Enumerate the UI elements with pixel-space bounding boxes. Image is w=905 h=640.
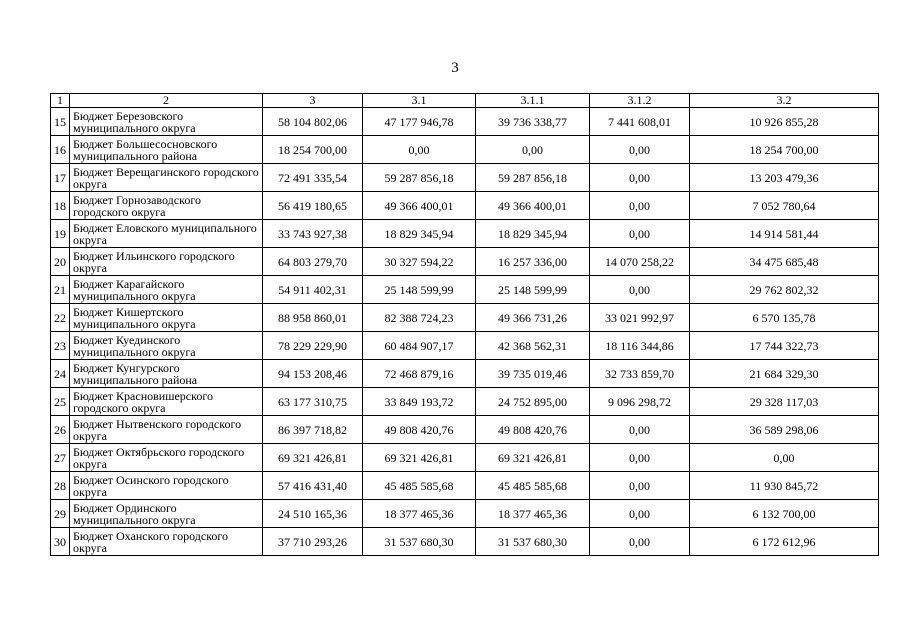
cell-col-3-1-1: 18 377 465,36 [476,500,590,528]
cell-col-3-1-2: 0,00 [590,276,690,304]
cell-col-3-1: 25 148 599,99 [363,276,476,304]
table-row [51,304,879,332]
cell-col-3-1: 69 321 426,81 [363,444,476,472]
row-index: 25 [51,388,70,416]
cell-col-3-1-2: 0,00 [590,500,690,528]
cell-col-3-2: 17 744 322,73 [690,332,879,360]
cell-col-3-2: 21 684 329,30 [690,360,879,388]
cell-col-3: 54 911 402,31 [263,276,363,304]
cell-col-3-1: 30 327 594,22 [363,248,476,276]
row-index: 29 [51,500,70,528]
budget-name: Бюджет Оханского городского округа [70,528,263,556]
cell-col-3-2: 14 914 581,44 [690,220,879,248]
column-header: 2 [70,94,263,108]
table-row [51,220,879,248]
budget-name: Бюджет Ординского муниципального округа [70,500,263,528]
cell-col-3-2: 36 589 298,06 [690,416,879,444]
cell-col-3: 64 803 279,70 [263,248,363,276]
cell-col-3-1-1: 31 537 680,30 [476,528,590,556]
column-header: 3.1.1 [476,94,590,108]
budget-name: Бюджет Большесосновского муниципального района [70,136,263,164]
cell-col-3-1-2: 0,00 [590,164,690,192]
row-index: 27 [51,444,70,472]
cell-col-3: 37 710 293,26 [263,528,363,556]
budget-name: Бюджет Горнозаводского городского округа [70,192,263,220]
cell-col-3: 86 397 718,82 [263,416,363,444]
row-index: 23 [51,332,70,360]
table-row [51,444,879,472]
budget-name: Бюджет Октябрьского городского округа [70,444,263,472]
cell-col-3-1-2: 14 070 258,22 [590,248,690,276]
table-row [51,276,879,304]
cell-col-3-1-1: 0,00 [476,136,590,164]
cell-col-3-2: 13 203 479,36 [690,164,879,192]
row-index: 26 [51,416,70,444]
row-index: 17 [51,164,70,192]
cell-col-3-1: 0,00 [363,136,476,164]
column-header: 3.2 [690,94,879,108]
cell-col-3-1-1: 24 752 895,00 [476,388,590,416]
cell-col-3-1-1: 49 366 731,26 [476,304,590,332]
budget-name: Бюджет Карагайского муниципального округа [70,276,263,304]
cell-col-3-1-2: 0,00 [590,220,690,248]
table-row [51,108,879,136]
cell-col-3-1: 82 388 724,23 [363,304,476,332]
header-row [51,94,879,108]
cell-col-3-2: 29 762 802,32 [690,276,879,304]
cell-col-3-1: 47 177 946,78 [363,108,476,136]
budget-name: Бюджет Еловского муниципального округа [70,220,263,248]
cell-col-3-1-1: 39 736 338,77 [476,108,590,136]
budget-name: Бюджет Куединского муниципального округа [70,332,263,360]
cell-col-3-1-2: 7 441 608,01 [590,108,690,136]
table-row [51,192,879,220]
cell-col-3-1-2: 18 116 344,86 [590,332,690,360]
cell-col-3-1-1: 69 321 426,81 [476,444,590,472]
row-index: 28 [51,472,70,500]
row-index: 16 [51,136,70,164]
table-row [51,500,879,528]
table-row [51,472,879,500]
cell-col-3-1: 18 829 345,94 [363,220,476,248]
table-row [51,388,879,416]
cell-col-3: 33 743 927,38 [263,220,363,248]
cell-col-3-1-2: 0,00 [590,192,690,220]
cell-col-3-2: 11 930 845,72 [690,472,879,500]
cell-col-3: 24 510 165,36 [263,500,363,528]
table-row [51,416,879,444]
cell-col-3-1-2: 33 021 992,97 [590,304,690,332]
budget-name: Бюджет Верещагинского городского округа [70,164,263,192]
budget-name: Бюджет Березовского муниципального округа [70,108,263,136]
cell-col-3-1: 72 468 879,16 [363,360,476,388]
cell-col-3-1-1: 16 257 336,00 [476,248,590,276]
table-row [51,332,879,360]
cell-col-3: 56 419 180,65 [263,192,363,220]
table-row [51,248,879,276]
cell-col-3-2: 0,00 [690,444,879,472]
cell-col-3: 88 958 860,01 [263,304,363,332]
budget-name: Бюджет Ильинского городского округа [70,248,263,276]
budget-name: Бюджет Осинского городского округа [70,472,263,500]
row-index: 15 [51,108,70,136]
budget-name: Бюджет Кунгурского муниципального района [70,360,263,388]
cell-col-3-2: 10 926 855,28 [690,108,879,136]
row-index: 24 [51,360,70,388]
cell-col-3-2: 34 475 685,48 [690,248,879,276]
cell-col-3-1: 33 849 193,72 [363,388,476,416]
table-row [51,528,879,556]
table-row [51,360,879,388]
cell-col-3-1-1: 45 485 585,68 [476,472,590,500]
cell-col-3-1: 31 537 680,30 [363,528,476,556]
row-index: 19 [51,220,70,248]
cell-col-3-1-1: 18 829 345,94 [476,220,590,248]
cell-col-3: 78 229 229,90 [263,332,363,360]
budget-table [50,93,879,556]
cell-col-3-1: 49 366 400,01 [363,192,476,220]
cell-col-3-1-2: 0,00 [590,136,690,164]
cell-col-3-1-1: 39 735 019,46 [476,360,590,388]
cell-col-3-2: 18 254 700,00 [690,136,879,164]
cell-col-3-1-1: 49 366 400,01 [476,192,590,220]
cell-col-3-1: 45 485 585,68 [363,472,476,500]
cell-col-3-1: 60 484 907,17 [363,332,476,360]
cell-col-3-1-2: 32 733 859,70 [590,360,690,388]
cell-col-3: 72 491 335,54 [263,164,363,192]
cell-col-3-1-2: 0,00 [590,528,690,556]
column-header: 3.1.2 [590,94,690,108]
cell-col-3-2: 6 570 135,78 [690,304,879,332]
cell-col-3-1: 59 287 856,18 [363,164,476,192]
table-row [51,164,879,192]
budget-name: Бюджет Нытвенского городского округа [70,416,263,444]
cell-col-3: 18 254 700,00 [263,136,363,164]
budget-name: Бюджет Кишертского муниципального округа [70,304,263,332]
cell-col-3-1-2: 9 096 298,72 [590,388,690,416]
column-header: 1 [51,94,70,108]
row-index: 20 [51,248,70,276]
cell-col-3-1-2: 0,00 [590,472,690,500]
cell-col-3: 94 153 208,46 [263,360,363,388]
row-index: 22 [51,304,70,332]
cell-col-3: 58 104 802,06 [263,108,363,136]
cell-col-3: 63 177 310,75 [263,388,363,416]
column-header: 3.1 [363,94,476,108]
cell-col-3-1-1: 42 368 562,31 [476,332,590,360]
cell-col-3: 57 416 431,40 [263,472,363,500]
cell-col-3-1-2: 0,00 [590,416,690,444]
cell-col-3-1-2: 0,00 [590,444,690,472]
cell-col-3-2: 7 052 780,64 [690,192,879,220]
cell-col-3: 69 321 426,81 [263,444,363,472]
cell-col-3-2: 6 172 612,96 [690,528,879,556]
column-header: 3 [263,94,363,108]
budget-name: Бюджет Красновишерского городского округа [70,388,263,416]
cell-col-3-2: 29 328 117,03 [690,388,879,416]
cell-col-3-1: 49 808 420,76 [363,416,476,444]
row-index: 21 [51,276,70,304]
row-index: 30 [51,528,70,556]
table-row [51,136,879,164]
cell-col-3-1: 18 377 465,36 [363,500,476,528]
cell-col-3-1-1: 59 287 856,18 [476,164,590,192]
cell-col-3-2: 6 132 700,00 [690,500,879,528]
row-index: 18 [51,192,70,220]
page-number: 3 [451,60,459,76]
cell-col-3-1-1: 25 148 599,99 [476,276,590,304]
cell-col-3-1-1: 49 808 420,76 [476,416,590,444]
